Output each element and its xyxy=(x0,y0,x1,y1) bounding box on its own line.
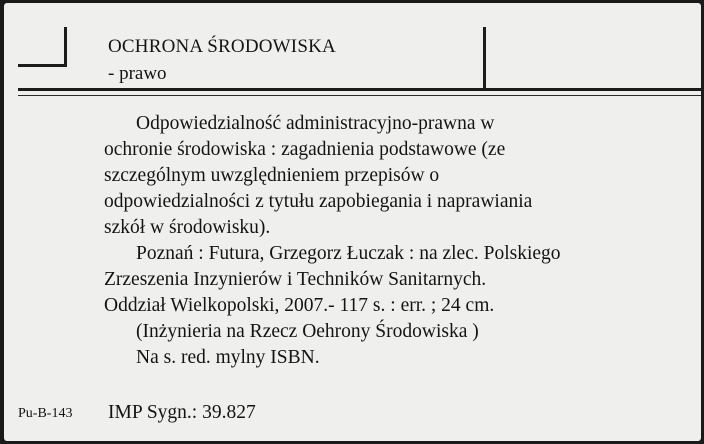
series-line: (Inżynieria na Rzecz Oehrony Środowiska ) xyxy=(136,321,479,342)
header-divider xyxy=(483,27,486,91)
title-line-5: szkół w środowisku). xyxy=(104,217,271,238)
location-code: Pu-B-143 xyxy=(18,406,73,421)
record-body xyxy=(104,111,664,371)
call-number: IMP Sygn.: 39.827 xyxy=(108,402,256,423)
subject-subdivision: - prawo xyxy=(108,63,167,84)
title-line-4: odpowiedzialności z tytułu zapobiegania i naprawiania xyxy=(104,191,533,212)
title-line-2: ochronie środowiska : zagadnienia podstawowe (ze xyxy=(104,139,506,160)
corner-mark-vertical xyxy=(64,27,67,67)
catalog-card xyxy=(4,3,701,441)
title-line-1: Odpowiedzialność administracyjno-prawna w xyxy=(136,113,495,134)
subject-heading: OCHRONA ŚRODOWISKA xyxy=(108,36,336,57)
header-rule-thin xyxy=(18,95,701,96)
title-line-3: szczególnym uwzględnieniem przepisów o xyxy=(104,165,440,186)
imprint-line-3: Oddział Wielkopolski, 2007.- 117 s. : err. ; 24 cm. xyxy=(104,295,495,316)
note-line: Na s. red. mylny ISBN. xyxy=(136,347,320,368)
imprint-line-1: Poznań : Futura, Grzegorz Łuczak : na zlec. Polskiego xyxy=(136,243,561,264)
header-rule-thick xyxy=(18,88,701,91)
corner-mark-horizontal xyxy=(18,64,67,67)
imprint-line-2: Zrzeszenia Inzynierów i Techników Sanitarnych. xyxy=(104,269,487,290)
